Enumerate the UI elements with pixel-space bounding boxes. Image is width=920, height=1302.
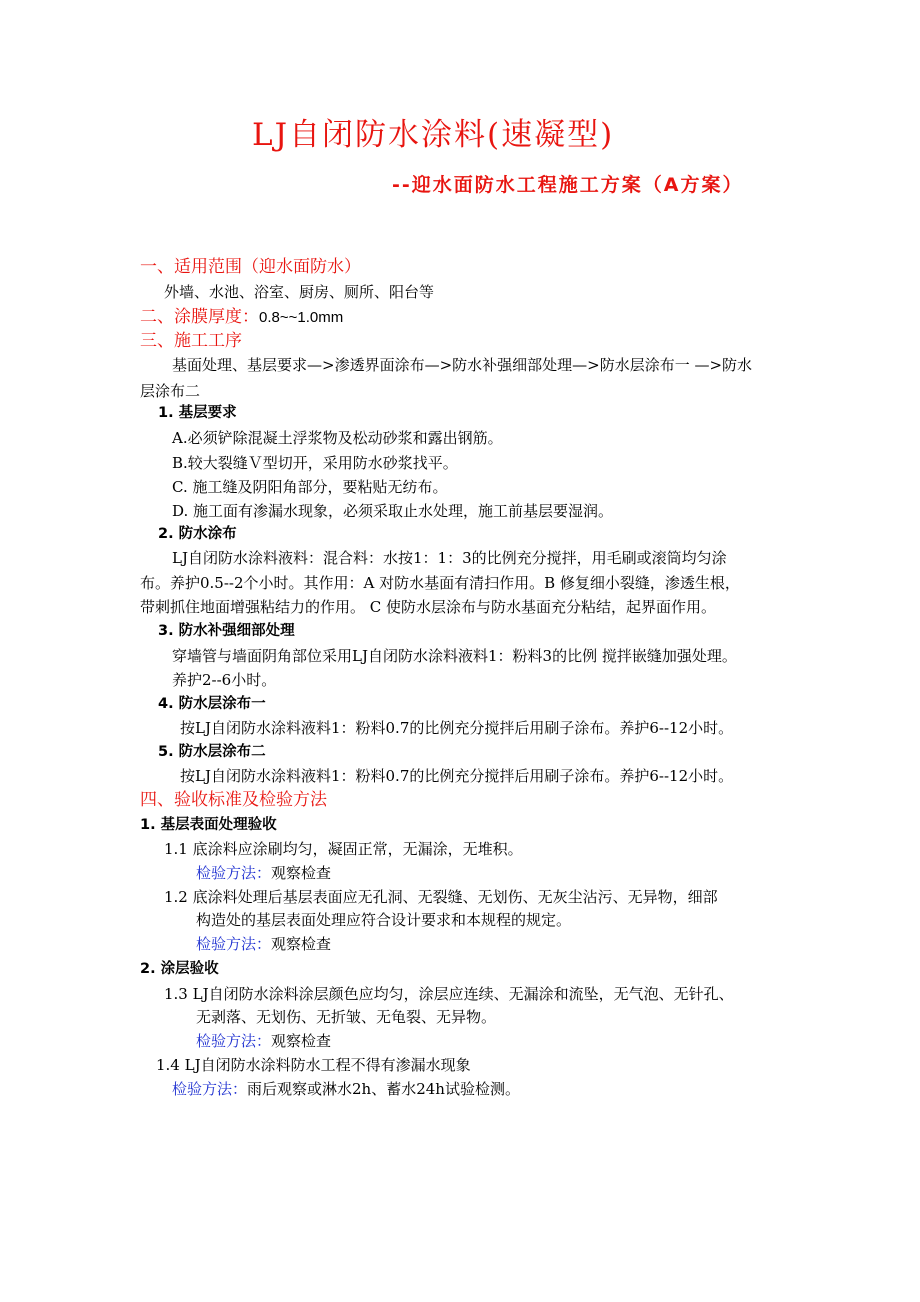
sub-1-item-b: B.较大裂缝Ｖ型切开，采用防水砂浆找平。 xyxy=(172,454,458,472)
item-1-3-method xyxy=(196,1034,331,1049)
sub-1-title: 1. 基层要求 xyxy=(158,405,237,421)
sub-2-line-3: 带刺抓住地面增强粘结力的作用。 C 使防水层涂布与防水基面充分粘结，起界面作用。 xyxy=(140,598,717,616)
sub-2-title: 2. 防水涂布 xyxy=(158,526,237,542)
item-1-3-line-1: 1.3 LJ自闭防水涂料涂层颜色应均匀，涂层应连续、无漏涂和流坠，无气泡、无针孔、 xyxy=(164,985,734,1003)
sub-3-line-2: 养护2--6小时。 xyxy=(172,671,277,689)
section-4-heading: 四、验收标准及检验方法 xyxy=(140,790,327,810)
section-3-heading: 三、施工工序 xyxy=(140,331,242,351)
sub-4-title: 4. 防水层涂布一 xyxy=(158,696,266,712)
document-title: LJ自闭防水涂料(速凝型) xyxy=(252,117,615,153)
item-1-2-line-1: 1.2 底涂料处理后基层表面应无孔洞、无裂缝、无划伤、无灰尘沾污、无异物，细部 xyxy=(164,888,718,906)
method-label: 检验方法： xyxy=(196,935,272,953)
method-label: 检验方法： xyxy=(196,864,272,882)
item-1-1-method xyxy=(196,866,331,881)
item-1-2-method xyxy=(196,937,331,952)
sub-5-line-1: 按LJ自闭防水涂料液料1：粉料0.7的比例充分搅拌后用刷子涂布。养护6--12小时。 xyxy=(180,767,734,785)
process-line-2: 层涂布二 xyxy=(140,382,201,400)
sub-5-title: 5. 防水层涂布二 xyxy=(158,744,266,760)
sub-2-line-1: LJ自闭防水涂料液料：混合料：水按1：1：3的比例充分搅拌，用毛刷或滚筒均匀涂 xyxy=(172,549,727,567)
acceptance-2-title: 2. 涂层验收 xyxy=(140,961,219,977)
section-1-heading: 一、适用范围（迎水面防水） xyxy=(140,257,361,277)
sub-2-line-2: 布。养护0.5--2个小时。其作用：A 对防水基面有清扫作用。B 修复细小裂缝，渗透生根， xyxy=(140,574,740,592)
method-label: 检验方法： xyxy=(172,1080,248,1098)
section-2-line xyxy=(140,309,343,326)
film-thickness-value: 0.8~~1.0mm xyxy=(259,309,344,326)
method-text: 观察检查 xyxy=(271,864,332,882)
acceptance-1-title: 1. 基层表面处理验收 xyxy=(140,817,277,833)
sub-3-line-1: 穿墙管与墙面阴角部位采用LJ自闭防水涂料液料1：粉料3的比例 搅拌嵌缝加强处理。 xyxy=(172,647,737,665)
method-text: 雨后观察或淋水2h、蓄水24h试验检测。 xyxy=(247,1080,520,1098)
sub-3-title: 3. 防水补强细部处理 xyxy=(158,623,295,639)
sub-1-item-c: C. 施工缝及阴阳角部分，要粘贴无纺布。 xyxy=(172,478,448,496)
sub-1-item-a: A.必须铲除混凝土浮浆物及松动砂浆和露出钢筋。 xyxy=(172,429,503,447)
item-1-3-line-2: 无剥落、无划伤、无折皱、无龟裂、无异物。 xyxy=(196,1008,497,1026)
item-1-1: 1.1 底涂料应涂刷均匀，凝固正常，无漏涂，无堆积。 xyxy=(164,840,523,858)
item-1-2-line-2: 构造处的基层表面处理应符合设计要求和本规程的规定。 xyxy=(196,911,572,929)
sub-1-item-d: D. 施工面有渗漏水现象，必须采取止水处理，施工前基层要湿润。 xyxy=(172,502,614,520)
process-line-1: 基面处理、基层要求—>渗透界面涂布—>防水补强细部处理—>防水层涂布一 —>防水 xyxy=(172,356,753,374)
sub-4-line-1: 按LJ自闭防水涂料液料1：粉料0.7的比例充分搅拌后用刷子涂布。养护6--12小时。 xyxy=(180,719,734,737)
method-text: 观察检查 xyxy=(271,935,332,953)
method-text: 观察检查 xyxy=(271,1032,332,1050)
item-1-4: 1.4 LJ自闭防水涂料防水工程不得有渗漏水现象 xyxy=(156,1056,471,1074)
document-subtitle: --迎水面防水工程施工方案（A方案） xyxy=(392,174,744,196)
section-1-text: 外墙、水池、浴室、厨房、厕所、阳台等 xyxy=(164,283,435,301)
section-2-heading: 二、涂膜厚度： xyxy=(140,307,259,327)
method-label: 检验方法： xyxy=(196,1032,272,1050)
item-1-4-method xyxy=(172,1082,520,1097)
